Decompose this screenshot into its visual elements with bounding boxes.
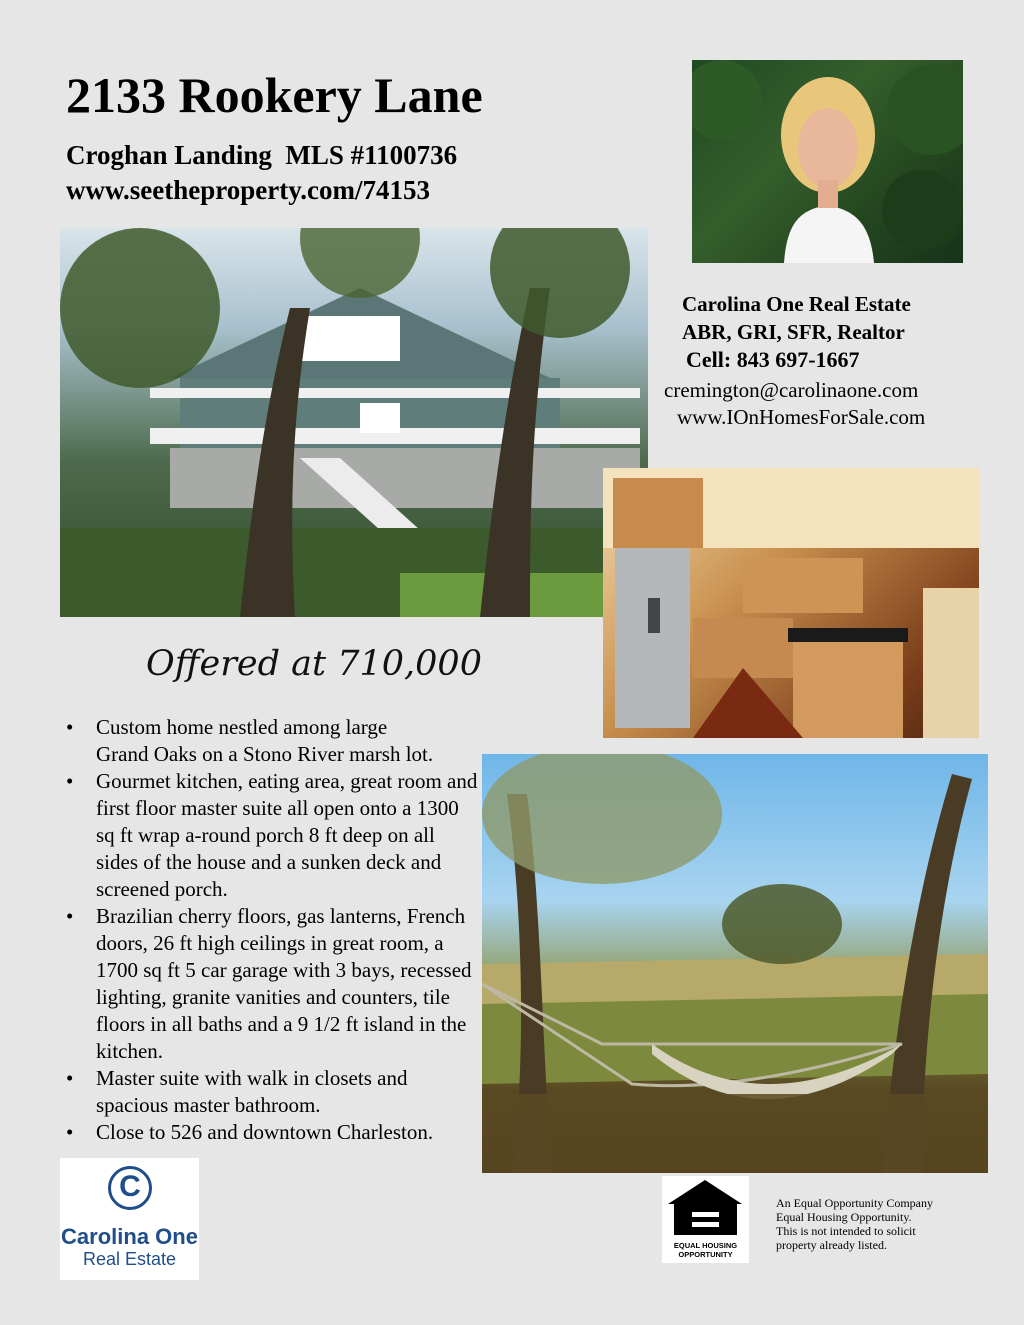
agent-email[interactable]: cremington@carolinaone.com <box>664 378 919 402</box>
agent-cell-phone[interactable]: Cell: 843 697-1667 <box>686 347 860 372</box>
list-item: • Gourmet kitchen, eating area, great room and first floor master suite all open onto a 1300 sq ft wrap a-round porch 8 ft deep on all sides of the house and a sunken deck and screened porch. <box>62 768 482 903</box>
house-exterior-photo <box>60 228 648 617</box>
agent-credentials: ABR, GRI, SFR, Realtor <box>682 320 905 344</box>
list-item: • Master suite with walk in closets and spacious master bathroom. <box>62 1065 482 1119</box>
disclaimer: An Equal Opportunity Company Equal Housing Opportunity. This is not intended to solicit property already listed. <box>776 1196 933 1252</box>
property-address: 2133 Rookery Lane <box>66 67 483 123</box>
house-icon <box>668 1180 742 1204</box>
eho-text: EQUAL HOUSING OPPORTUNITY <box>673 1241 738 1259</box>
logo-brand: Carolina One <box>61 1224 198 1249</box>
copyright-c-icon <box>108 1166 152 1210</box>
community-mls: Croghan Landing MLS #1100736 <box>66 140 458 170</box>
agent-photo <box>692 60 963 263</box>
agent-company: Carolina One Real Estate <box>682 292 911 316</box>
property-url[interactable]: www.seetheproperty.com/74153 <box>66 175 430 205</box>
offering-price: Offered at 710,000 <box>146 644 482 684</box>
equal-housing-logo <box>662 1176 749 1263</box>
list-item: • Close to 526 and downtown Charleston. <box>62 1119 482 1146</box>
list-item: • Brazilian cherry floors, gas lanterns, French doors, 26 ft high ceilings in great room, a 1700 sq ft 5 car garage with 3 bays, recessed lighting, granite vanities and counters, tile floors in all baths and a 9 1/2 ft island in the kitchen. <box>62 903 482 1065</box>
list-item: • Custom home nestled among large Grand Oaks on a Stono River marsh lot. <box>62 714 482 768</box>
carolina-one-logo <box>60 1158 199 1280</box>
kitchen-photo <box>603 468 979 738</box>
agent-website[interactable]: www.IOnHomesForSale.com <box>677 405 926 429</box>
logo-subtitle: Real Estate <box>82 1249 177 1269</box>
feature-list <box>62 714 482 1146</box>
marsh-hammock-photo <box>482 754 988 1173</box>
